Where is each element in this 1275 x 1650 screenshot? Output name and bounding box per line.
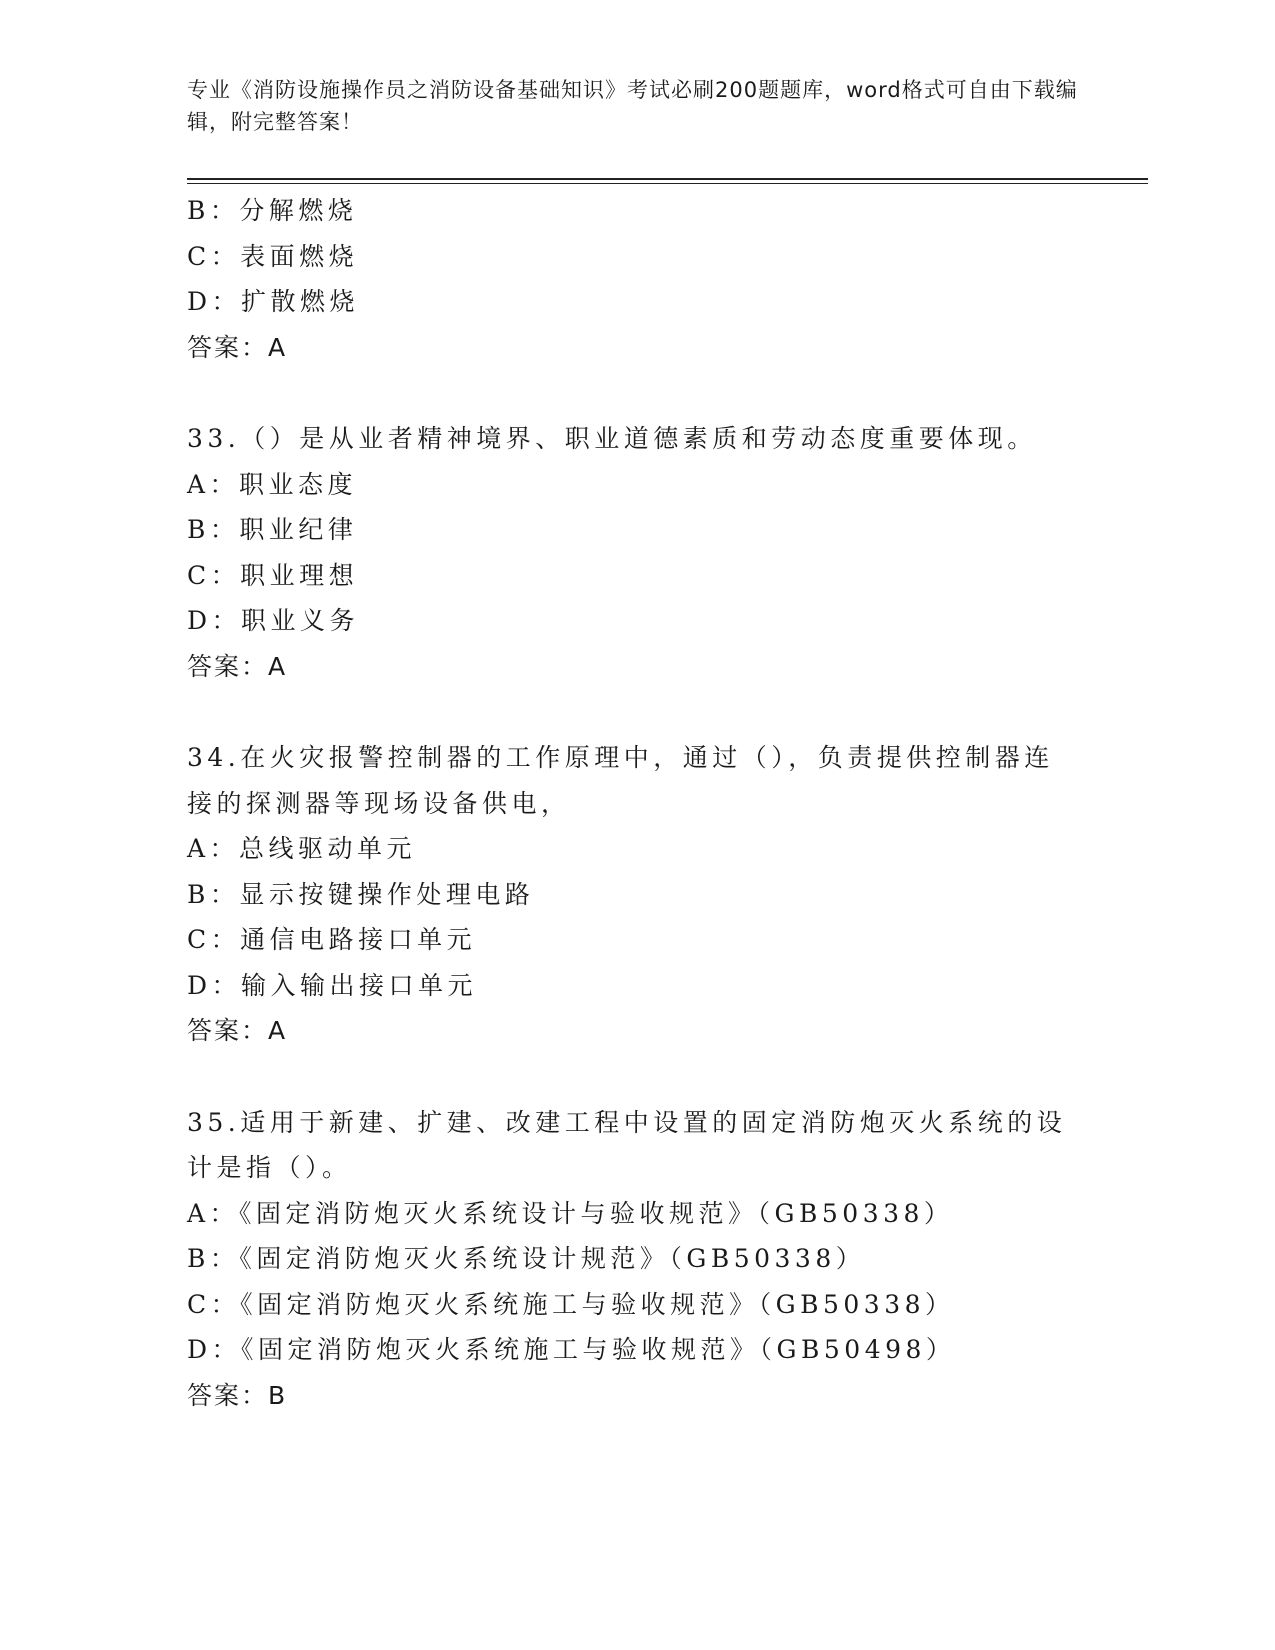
document-header: 专业《消防设施操作员之消防设备基础知识》考试必刷200题题库，word格式可自由下载编辑，附完整答案！: [187, 78, 1078, 134]
option-d: D：扩散燃烧: [187, 287, 360, 316]
header-rule-thin: [187, 183, 1148, 184]
header-rule-thick: [187, 178, 1148, 180]
answer: 答案：B: [187, 1380, 288, 1410]
answer: 答案：A: [187, 651, 288, 681]
option-d: D：《固定消防炮灭火系统施工与验收规范》（GB50498）: [187, 1335, 956, 1364]
option-c: C：《固定消防炮灭火系统施工与验收规范》（GB50338）: [187, 1289, 955, 1319]
option-b: B：分解燃烧: [187, 196, 358, 225]
answer: 答案：A: [187, 332, 288, 362]
question-33: [187, 416, 1087, 689]
question-34: [187, 735, 1087, 1054]
question-35: [187, 1100, 1087, 1419]
option-a: A：总线驱动单元: [187, 834, 417, 863]
option-c: C：表面燃烧: [187, 241, 359, 271]
option-b: B：职业纪律: [187, 515, 358, 544]
option-b: B：显示按键操作处理电路: [187, 879, 535, 909]
option-c: C：通信电路接口单元: [187, 925, 477, 954]
option-a: A：《固定消防炮灭火系统设计与验收规范》（GB50338）: [187, 1198, 954, 1228]
option-d: D：职业义务: [187, 606, 360, 635]
question-stem: 33.（）是从业者精神境界、职业道德素质和劳动态度重要体现。: [187, 424, 1037, 453]
question-32-continued: [187, 188, 1087, 370]
option-c: C：职业理想: [187, 560, 359, 590]
document-body: [187, 188, 1087, 1418]
option-a: A：职业态度: [187, 469, 358, 499]
option-b: B：《固定消防炮灭火系统设计规范》（GB50338）: [187, 1244, 866, 1273]
answer: 答案：A: [187, 1016, 288, 1045]
question-stem: 35.适用于新建、扩建、改建工程中设置的固定消防炮灭火系统的设计是指（）。: [187, 1107, 1067, 1182]
question-stem: 34.在火灾报警控制器的工作原理中，通过（），负责提供控制器连接的探测器等现场设备供电，: [187, 743, 1054, 818]
option-d: D：输入输出接口单元: [187, 970, 478, 1000]
